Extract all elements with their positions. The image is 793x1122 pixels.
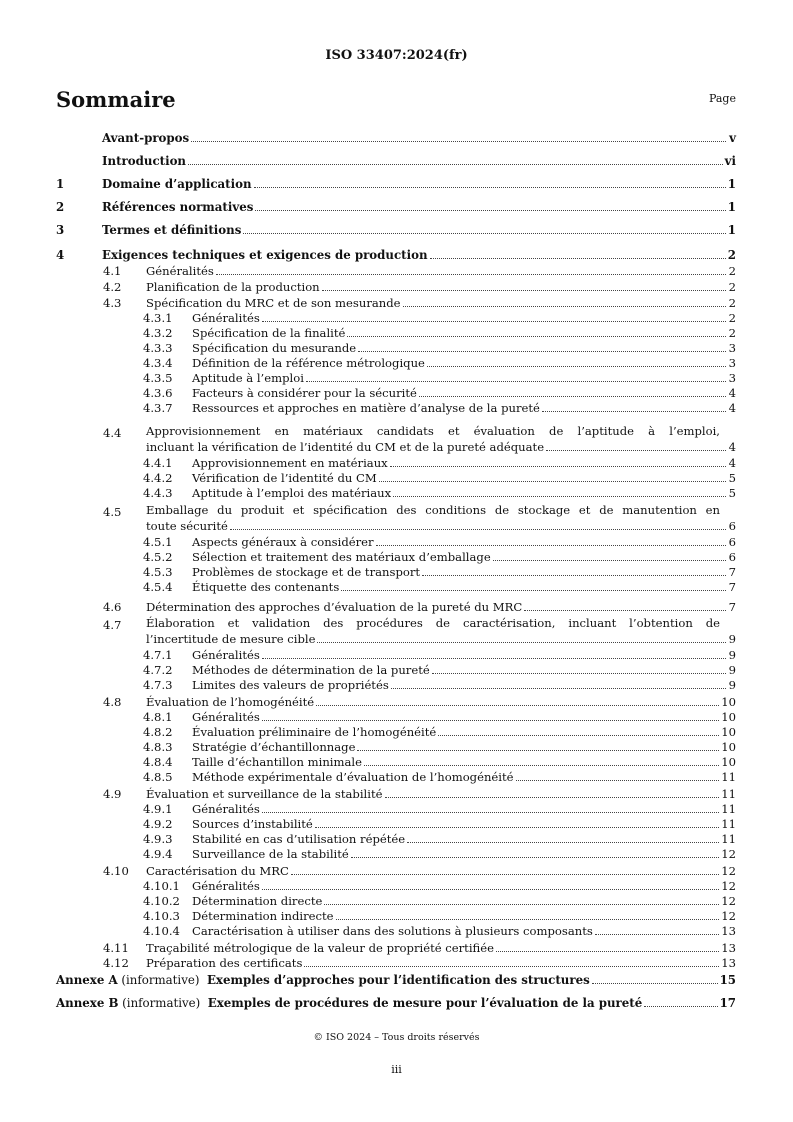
toc-entry-title: Aspects généraux à considérer	[192, 535, 374, 549]
toc-page-number: 2	[728, 296, 736, 310]
dot-leader	[254, 187, 726, 188]
dot-leader	[262, 812, 719, 813]
toc-entry-number: 4.7.2	[143, 663, 173, 677]
dot-leader	[262, 889, 719, 890]
toc-entry-number: 4.2	[103, 280, 122, 294]
dot-leader	[516, 780, 720, 781]
toc-page-number: 1	[727, 177, 736, 191]
toc-entry-number: 4.3	[103, 296, 122, 310]
toc-entry-title: Spécification du mesurande	[192, 341, 357, 355]
toc-entry[interactable]	[56, 341, 736, 355]
toc-entry-number: 4.3.4	[143, 356, 173, 370]
dot-leader	[393, 496, 726, 497]
annex-type: (informative)	[117, 973, 207, 987]
toc-entry-title: Évaluation et surveillance de la stabilité	[146, 787, 383, 801]
toc-page-number: 12	[721, 847, 736, 861]
dot-leader	[390, 466, 726, 467]
toc-entry-number: 4.3.1	[143, 311, 173, 325]
toc-page-number: 9	[728, 678, 736, 692]
toc-entry-number: 4.12	[103, 956, 129, 970]
dot-leader	[336, 919, 720, 920]
dot-leader	[419, 396, 726, 397]
toc-entry-title: Ressources et approches en matière d’analyse de la pureté	[192, 401, 540, 415]
toc-entry-number: 4.3.3	[143, 341, 173, 355]
annex-type: (informative)	[118, 996, 208, 1010]
toc-entry-number: 4.6	[103, 600, 122, 614]
toc-entry-title-line: Emballage du produit et spécification des conditions de stockage et de manutention en	[146, 503, 720, 517]
toc-entry-title: Généralités	[192, 648, 260, 662]
toc-page-number: 6	[728, 519, 736, 533]
toc-entry-title: Détermination indirecte	[192, 909, 334, 923]
toc-page-number: 15	[719, 973, 736, 987]
toc-page-number: 7	[728, 600, 736, 614]
toc-entry-number: 4.4.3	[143, 486, 173, 500]
dot-leader	[592, 983, 718, 984]
toc-page-number: 11	[721, 832, 736, 846]
toc-page-number: 2	[727, 248, 736, 262]
toc-entry-number: 4.10.2	[143, 894, 180, 908]
toc-entry-number: 4.3.5	[143, 371, 173, 385]
toc-page-number: 4	[728, 456, 736, 470]
toc-entry[interactable]	[56, 486, 736, 500]
dot-leader	[262, 720, 719, 721]
dot-leader	[347, 336, 726, 337]
toc-entry-number: 4.9.3	[143, 832, 173, 846]
toc-entry-number: 4.7	[103, 618, 122, 632]
toc-entry[interactable]	[56, 550, 736, 564]
dot-leader	[324, 904, 719, 905]
dot-leader	[243, 233, 725, 234]
toc-entry-number: 4.9.4	[143, 847, 173, 861]
toc-page-number: 4	[728, 401, 736, 415]
toc-entry-title: Généralités	[192, 311, 260, 325]
toc-entry-number: 4.10.1	[143, 879, 180, 893]
toc-entry[interactable]	[56, 847, 736, 861]
dot-leader	[262, 321, 726, 322]
toc-page-number: 7	[728, 565, 736, 579]
toc-entry-title: Planification de la production	[146, 280, 320, 294]
toc-entry[interactable]	[56, 678, 736, 692]
toc-page-number: 11	[721, 802, 736, 816]
toc-entry-number: 4.8.4	[143, 755, 173, 769]
toc-entry-title: Généralités	[146, 264, 214, 278]
toc-entry-title: Détermination des approches d’évaluation de la pureté du MRC	[146, 600, 523, 614]
toc-entry[interactable]	[56, 817, 736, 831]
toc-entry-title: Stabilité en cas d’utilisation répétée	[192, 832, 406, 846]
toc-entry[interactable]	[56, 832, 736, 846]
toc-entry[interactable]	[56, 924, 736, 938]
dot-leader	[358, 351, 726, 352]
toc-entry-number: 1	[56, 177, 65, 191]
toc-entry[interactable]	[56, 131, 736, 145]
toc-page-number: 9	[728, 663, 736, 677]
dot-leader	[438, 735, 719, 736]
dot-leader	[304, 966, 719, 967]
toc-entry-title: Aptitude à l’emploi des matériaux	[192, 486, 392, 500]
dot-leader	[542, 411, 726, 412]
toc-page-number: 10	[721, 740, 736, 754]
toc-entry-title: Termes et définitions	[102, 223, 242, 237]
toc-page-number: 12	[721, 879, 736, 893]
toc-page-number: 11	[721, 817, 736, 831]
dot-leader	[379, 481, 726, 482]
dot-leader	[422, 575, 726, 576]
dot-leader	[316, 705, 719, 706]
toc-page-number: 10	[721, 695, 736, 709]
dot-leader	[524, 610, 726, 611]
dot-leader	[291, 874, 719, 875]
dot-leader	[255, 210, 725, 211]
toc-entry[interactable]	[56, 223, 736, 237]
toc-entry[interactable]	[56, 740, 736, 754]
dot-leader	[407, 842, 719, 843]
toc-entry-title: Vérification de l’identité du CM	[192, 471, 377, 485]
toc-entry[interactable]	[56, 154, 736, 168]
toc-page-number: 3	[728, 356, 736, 370]
toc-entry[interactable]	[56, 471, 736, 485]
toc-page-number: 1	[727, 200, 736, 214]
toc-entry-title: Exemples de procédures de mesure pour l’évaluation de la pureté	[207, 996, 643, 1010]
toc-entry-number: 4.7.3	[143, 678, 173, 692]
toc-entry[interactable]	[56, 956, 736, 970]
toc-page-number: 5	[728, 486, 736, 500]
dot-leader	[230, 529, 726, 530]
toc-entry[interactable]	[56, 401, 736, 415]
toc-entry[interactable]	[56, 311, 736, 325]
toc-page-number: 10	[721, 755, 736, 769]
dot-leader	[216, 274, 726, 275]
toc-entry-number: 4.3.7	[143, 401, 173, 415]
toc-entry[interactable]	[56, 864, 736, 878]
toc-entry-title: Sélection et traitement des matériaux d’emballage	[192, 550, 491, 564]
dot-leader	[595, 934, 719, 935]
toc-entry[interactable]	[56, 663, 736, 677]
toc-page-number: 12	[721, 864, 736, 878]
toc-page-number: 12	[721, 894, 736, 908]
toc-entry[interactable]	[56, 200, 736, 214]
toc-page-number: 11	[721, 770, 736, 784]
toc-entry-title: Définition de la référence métrologique	[192, 356, 425, 370]
toc-entry-number: 4.1	[103, 264, 122, 278]
toc-entry-title: Évaluation préliminaire de l’homogénéité	[192, 725, 437, 739]
toc-entry-title: toute sécurité	[146, 519, 228, 533]
toc-entry-number: 4.5.1	[143, 535, 173, 549]
toc-page-number: 2	[728, 326, 736, 340]
toc-entry-title: Introduction	[102, 154, 187, 168]
toc-entry[interactable]	[56, 600, 736, 614]
dot-leader	[351, 857, 719, 858]
toc-entry[interactable]	[56, 802, 736, 816]
toc-entry-number: 4.9	[103, 787, 122, 801]
toc-entry-title: Facteurs à considérer pour la sécurité	[192, 386, 417, 400]
toc-entry[interactable]	[56, 248, 736, 262]
annex-label: Annexe A	[56, 973, 118, 987]
toc-entry-number: 4.8.1	[143, 710, 173, 724]
dot-leader	[403, 306, 726, 307]
toc-entry-title: Généralités	[192, 802, 260, 816]
toc-entry-number: 4.4	[103, 426, 122, 440]
toc-entry-number: 2	[56, 200, 65, 214]
toc-entry[interactable]	[56, 770, 736, 784]
toc-entry-number: 4.3.2	[143, 326, 173, 340]
toc-page-number: 2	[728, 280, 736, 294]
document-header: ISO 33407:2024(fr)	[325, 48, 468, 63]
dot-leader	[191, 141, 726, 142]
toc-entry-title: Méthodes de détermination de la pureté	[192, 663, 430, 677]
toc-page-number: 11	[721, 787, 736, 801]
toc-entry-title-line: Approvisionnement en matériaux candidats et évaluation de l’aptitude à l’emploi,	[146, 424, 720, 438]
toc-page-number: vi	[724, 154, 736, 168]
toc-entry[interactable]	[56, 565, 736, 579]
toc-entry-title: Traçabilité métrologique de la valeur de propriété certifiée	[146, 941, 494, 955]
page-column-label: Page	[708, 92, 736, 105]
toc-entry[interactable]	[56, 326, 736, 340]
toc-entry-title: Spécification de la finalité	[192, 326, 346, 340]
toc-entry-number: 4.4.2	[143, 471, 173, 485]
toc-entry[interactable]	[56, 296, 736, 310]
toc-entry-title: Avant-propos	[102, 131, 190, 145]
toc-entry-number: 4.5	[103, 505, 122, 519]
toc-page-number: 3	[728, 371, 736, 385]
toc-entry-title: Références normatives	[102, 200, 254, 214]
dot-leader	[376, 545, 726, 546]
toc-page-number: 12	[721, 909, 736, 923]
toc-annex-entry[interactable]	[56, 973, 736, 987]
toc-entry-title: Sources d’instabilité	[192, 817, 313, 831]
dot-leader	[496, 951, 719, 952]
toc-entry-title: Taille d’échantillon minimale	[192, 755, 362, 769]
toc-entry[interactable]	[56, 264, 736, 278]
toc-page-number: 4	[728, 440, 736, 454]
toc-page-number: 17	[719, 996, 736, 1010]
toc-entry-number: 4.8.3	[143, 740, 173, 754]
toc-entry-number: 4.11	[103, 941, 129, 955]
dot-leader	[322, 290, 726, 291]
dot-leader	[317, 642, 726, 643]
toc-entry-number: 4.5.2	[143, 550, 173, 564]
toc-entry-number: 4.3.6	[143, 386, 173, 400]
toc-entry-number: 3	[56, 223, 65, 237]
toc-entry-number: 4.10.4	[143, 924, 180, 938]
toc-entry[interactable]	[56, 177, 736, 191]
page-number: iii	[391, 1063, 402, 1076]
toc-entry-title: Exemples d’approches pour l’identification des structures	[206, 973, 590, 987]
toc-page-number: 5	[728, 471, 736, 485]
toc-page-number: 13	[721, 924, 736, 938]
dot-leader	[546, 450, 726, 451]
toc-page-number: 3	[728, 341, 736, 355]
toc-entry[interactable]	[56, 879, 736, 893]
dot-leader	[432, 673, 726, 674]
toc-page-number: 2	[728, 264, 736, 278]
toc-entry-number: 4	[56, 248, 65, 262]
toc-page-number: 6	[728, 550, 736, 564]
toc-entry[interactable]	[56, 535, 736, 549]
dot-leader	[341, 590, 726, 591]
toc-entry-title: Domaine d’application	[102, 177, 252, 191]
toc-entry-title: Approvisionnement en matériaux	[192, 456, 388, 470]
toc-entry[interactable]	[56, 356, 736, 370]
toc-entry[interactable]	[56, 580, 736, 594]
toc-entry-number: 4.7.1	[143, 648, 173, 662]
toc-entry-number: 4.8	[103, 695, 122, 709]
toc-entry[interactable]	[56, 941, 736, 955]
toc-page-number: 1	[727, 223, 736, 237]
toc-entry-title: Généralités	[192, 710, 260, 724]
toc-entry-number: 4.10	[103, 864, 129, 878]
toc-entry-title: Étiquette des contenants	[192, 580, 340, 594]
toc-entry-number: 4.8.2	[143, 725, 173, 739]
toc-entry-title: Aptitude à l’emploi	[192, 371, 304, 385]
toc-entry[interactable]	[56, 787, 736, 801]
toc-page-number: v	[729, 131, 736, 145]
toc-entry-title: Généralités	[192, 879, 260, 893]
toc-entry[interactable]	[56, 710, 736, 724]
toc-entry[interactable]	[56, 755, 736, 769]
toc-entry[interactable]	[56, 894, 736, 908]
toc-entry[interactable]	[56, 456, 736, 470]
toc-entry-title: Problèmes de stockage et de transport	[192, 565, 421, 579]
toc-entry[interactable]	[56, 725, 736, 739]
copyright-footer: © ISO 2024 – Tous droits réservés	[313, 1032, 480, 1043]
toc-page-number: 6	[728, 535, 736, 549]
toc-entry-title: Spécification du MRC et de son mesurande	[146, 296, 401, 310]
dot-leader	[364, 765, 719, 766]
toc-entry[interactable]	[56, 695, 736, 709]
toc-entry-title: Stratégie d’échantillonnage	[192, 740, 356, 754]
toc-entry-number: 4.9.2	[143, 817, 173, 831]
toc-page-number: 13	[721, 941, 736, 955]
toc-entry-title: Méthode expérimentale d’évaluation de l’homogénéité	[192, 770, 514, 784]
toc-page-number: 9	[728, 648, 736, 662]
dot-leader	[391, 688, 726, 689]
toc-annex-entry[interactable]	[56, 996, 736, 1010]
toc-entry-title: l’incertitude de mesure cible	[146, 632, 316, 646]
toc-entry-title: Exigences techniques et exigences de production	[102, 248, 428, 262]
toc-entry[interactable]	[56, 648, 736, 662]
dot-leader	[315, 827, 719, 828]
toc-entry-number: 4.9.1	[143, 802, 173, 816]
toc-entry-title: Limites des valeurs de propriétés	[192, 678, 389, 692]
toc-entry-title: incluant la vérification de l’identité du CM et de la pureté adéquate	[146, 440, 545, 454]
toc-page-number: 4	[728, 386, 736, 400]
dot-leader	[644, 1006, 717, 1007]
page-title: Sommaire	[56, 87, 176, 112]
dot-leader	[427, 366, 726, 367]
dot-leader	[430, 258, 726, 259]
toc-entry[interactable]	[56, 909, 736, 923]
dot-leader	[262, 658, 726, 659]
toc-entry-number: 4.8.5	[143, 770, 173, 784]
toc-entry-number: 4.5.4	[143, 580, 173, 594]
toc-entry-title: Évaluation de l’homogénéité	[146, 695, 315, 709]
toc-page-number: 9	[728, 632, 736, 646]
toc-entry-title: Caractérisation du MRC	[146, 864, 289, 878]
toc-page-number: 7	[728, 580, 736, 594]
toc-entry[interactable]	[56, 280, 736, 294]
toc-page-number: 10	[721, 710, 736, 724]
dot-leader	[385, 797, 720, 798]
toc-entry-number: 4.4.1	[143, 456, 173, 470]
dot-leader	[188, 164, 723, 165]
toc-page-number: 13	[721, 956, 736, 970]
toc-entry-title: Détermination directe	[192, 894, 323, 908]
toc-entry-title-line: Élaboration et validation des procédures de caractérisation, incluant l’obtention de	[146, 616, 720, 630]
annex-label: Annexe B	[56, 996, 119, 1010]
toc-entry-title: Caractérisation à utiliser dans des solutions à plusieurs composants	[192, 924, 593, 938]
toc-entry-title: Surveillance de la stabilité	[192, 847, 349, 861]
toc-entry[interactable]	[56, 371, 736, 385]
dot-leader	[357, 750, 719, 751]
toc-entry-title: Préparation des certificats	[146, 956, 303, 970]
toc-entry-number: 4.5.3	[143, 565, 173, 579]
toc-page-number: 2	[728, 311, 736, 325]
dot-leader	[493, 560, 726, 561]
toc-entry-number: 4.10.3	[143, 909, 180, 923]
toc-entry[interactable]	[56, 386, 736, 400]
toc-page-number: 10	[721, 725, 736, 739]
dot-leader	[306, 381, 726, 382]
